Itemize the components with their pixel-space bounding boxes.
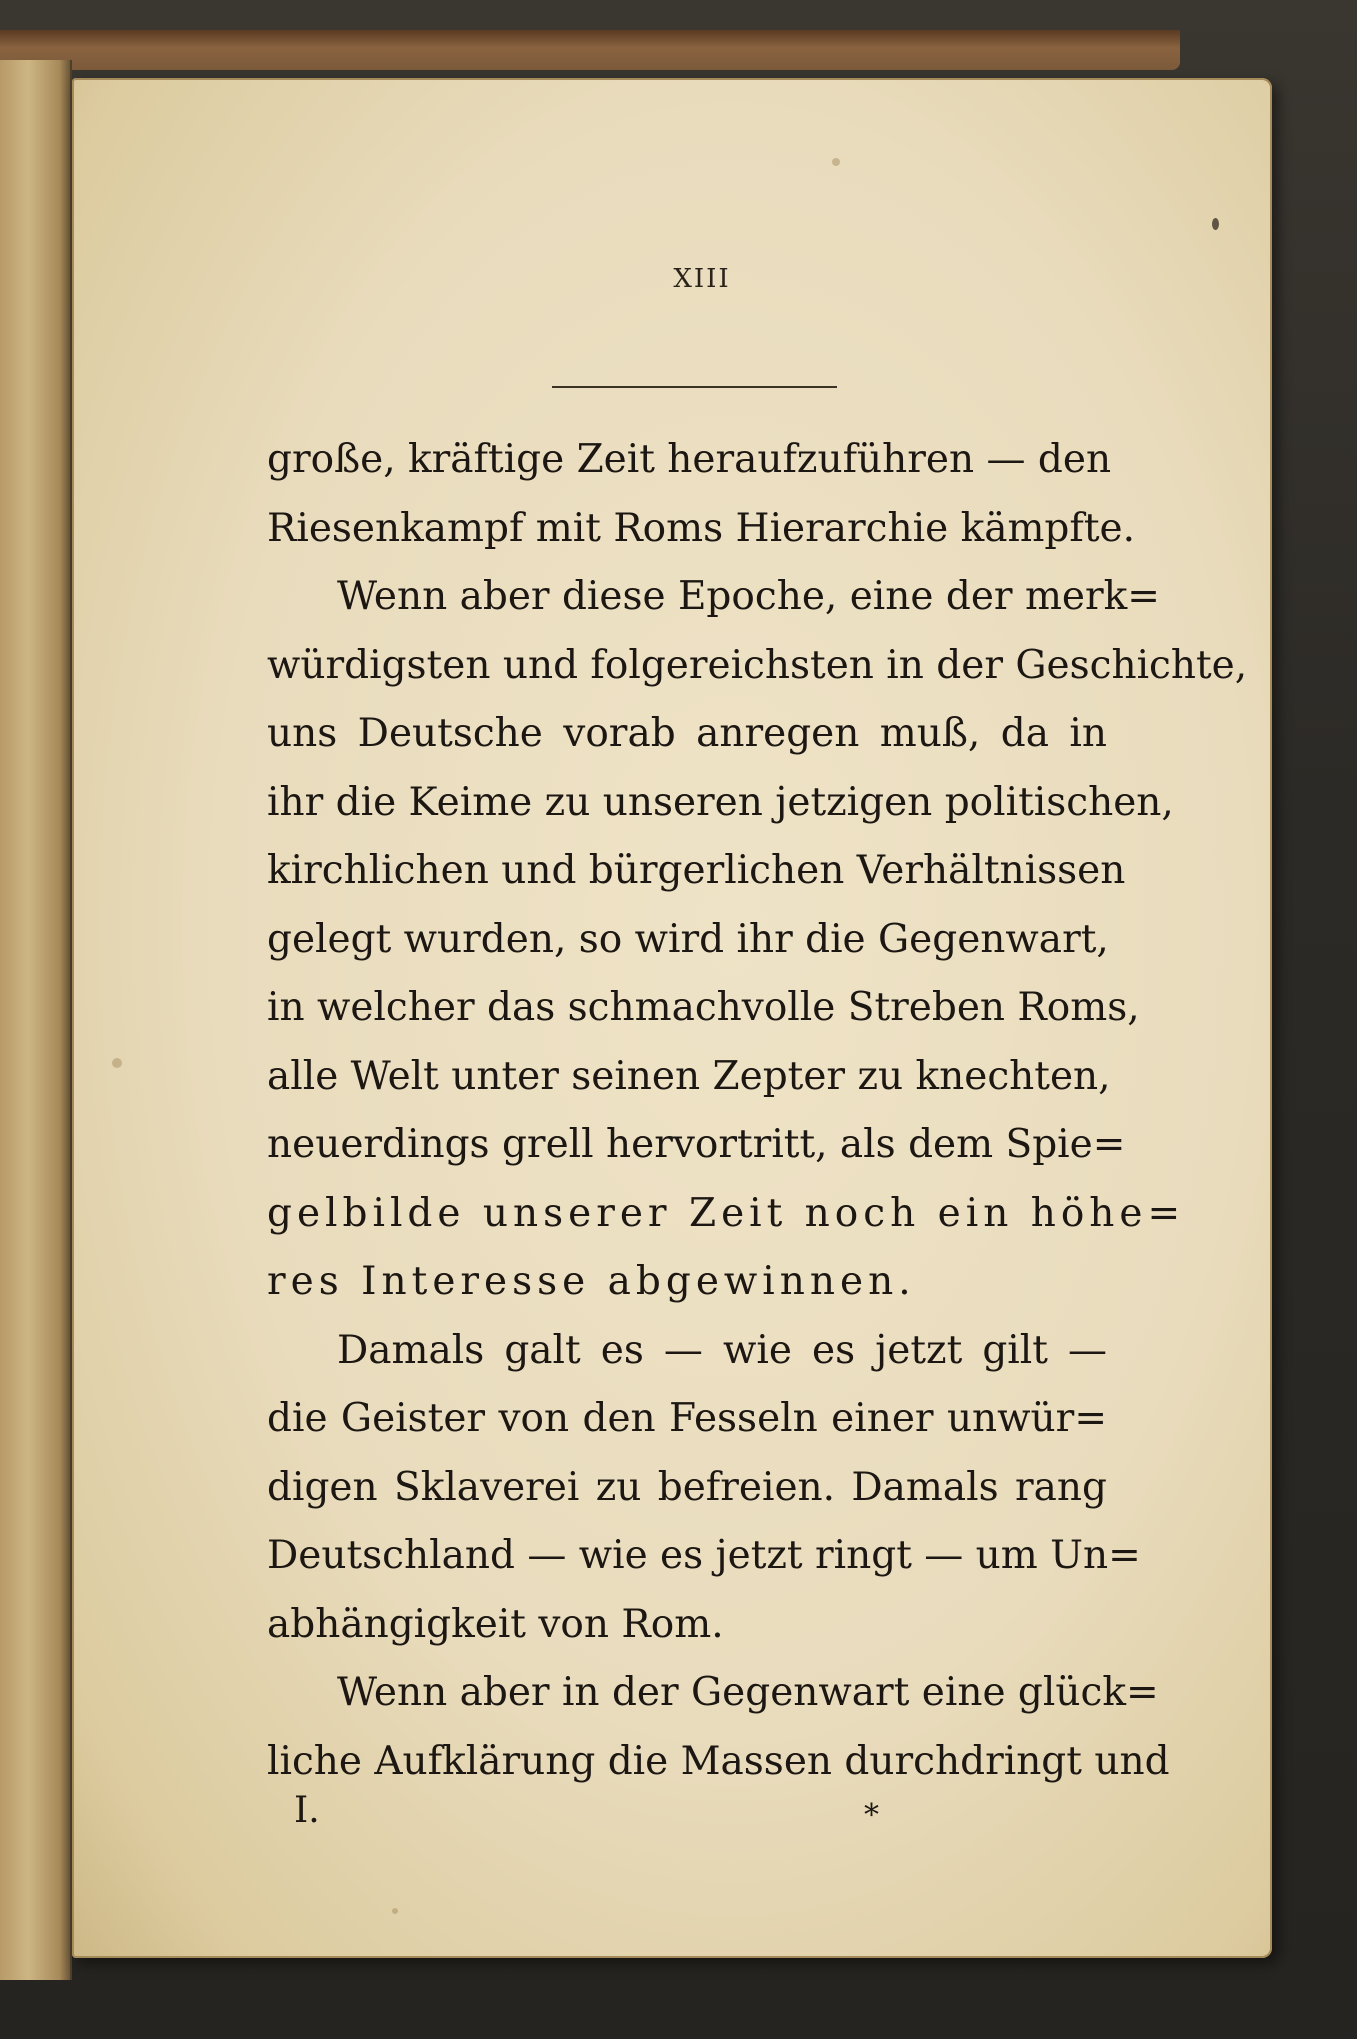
- text-line: res Interesse abgewinnen.: [267, 1259, 916, 1304]
- text-line: würdigsten und folgereichsten in der Geschichte,: [267, 642, 1248, 688]
- text-line: gelbilde unserer Zeit noch ein höhe=: [267, 1190, 1186, 1236]
- signature-star: *: [864, 1798, 879, 1833]
- text-line: neuerdings grell hervortritt, als dem Spie=: [267, 1122, 1126, 1167]
- text-line: abhängigkeit von Rom.: [267, 1601, 724, 1647]
- text-line: ihr die Keime zu unseren jetzigen politischen,: [267, 779, 1174, 825]
- text-line: Wenn aber diese Epoche, eine der merk=: [337, 574, 1160, 619]
- text-line: in welcher das schmachvolle Streben Roms,: [267, 985, 1140, 1030]
- text-line: die Geister von den Fesseln einer unwür=: [267, 1396, 1107, 1441]
- text-line: digen Sklaverei zu befreien. Damals rang: [267, 1464, 1107, 1510]
- text-line: liche Aufklärung die Massen durchdringt und: [267, 1738, 1170, 1784]
- signature-mark: I.: [294, 1790, 320, 1831]
- body-text: [267, 426, 1248, 1796]
- text-line: alle Welt unter seinen Zepter zu knechten,: [267, 1053, 1111, 1099]
- paper-stain: [392, 1908, 398, 1914]
- page-number-header: XIII: [673, 264, 731, 294]
- paper-stain: [832, 158, 840, 166]
- paper-stain: [1212, 218, 1219, 230]
- text-line: gelegt wurden, so wird ihr die Gegenwart,: [267, 916, 1109, 962]
- text-line: große, kräftige Zeit heraufzuführen — den: [267, 437, 1112, 482]
- book-page: [72, 78, 1272, 1958]
- text-line: Deutschland — wie es jetzt ringt — um Un=: [267, 1533, 1141, 1578]
- paper-stain: [112, 1058, 122, 1068]
- previous-page-edge: [0, 60, 72, 1980]
- text-line: kirchlichen und bürgerlichen Verhältnissen: [267, 848, 1126, 893]
- book-spine-top: [0, 30, 1180, 70]
- text-line: Wenn aber in der Gegenwart eine glück=: [337, 1670, 1159, 1715]
- header-rule: [552, 386, 837, 388]
- text-line: Damals galt es — wie es jetzt gilt —: [337, 1327, 1107, 1373]
- text-line: Riesenkampf mit Roms Hierarchie kämpfte.: [267, 505, 1135, 551]
- text-line: uns Deutsche vorab anregen muß, da in: [267, 711, 1107, 756]
